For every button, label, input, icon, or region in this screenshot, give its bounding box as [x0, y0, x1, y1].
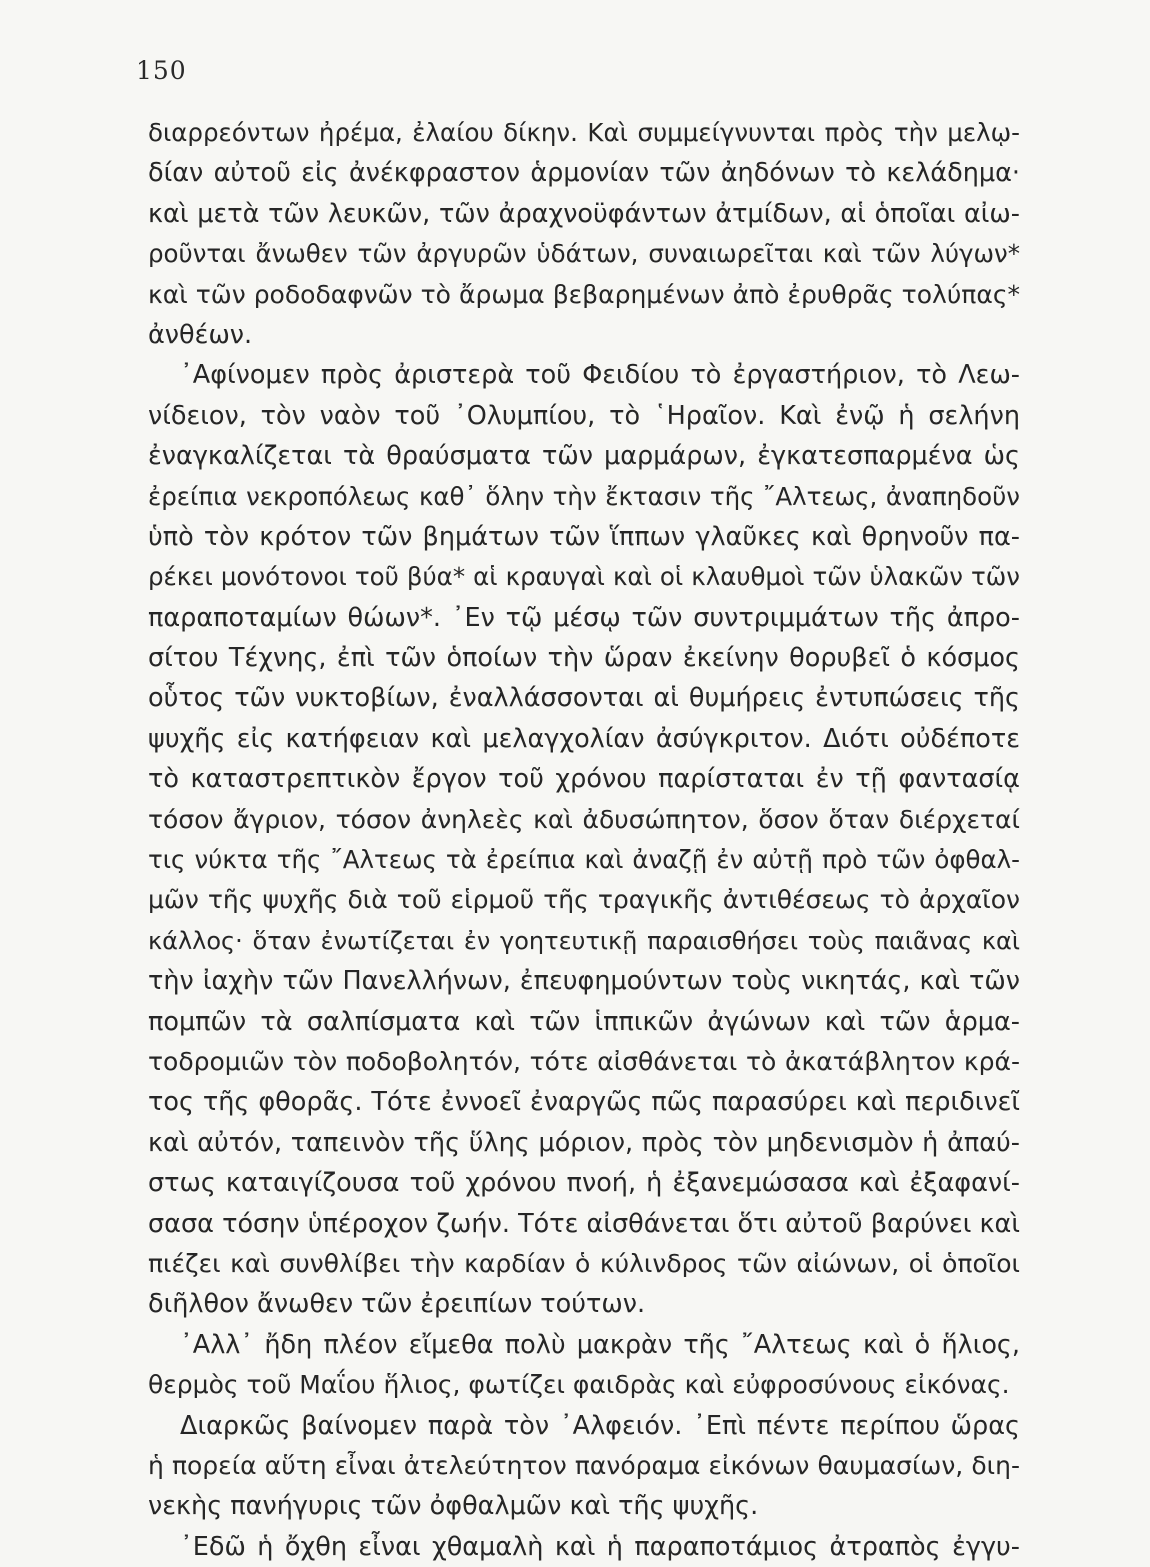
- text-line: δίαν αὐτοῦ εἰς ἀνέκφραστον ἁρμονίαν τῶν ἀηδόνων τὸ κελάδημα·: [148, 158, 1020, 189]
- text-line: καὶ τῶν ροδοδαφνῶν τὸ ἄρωμα βεβαρημένων ἀπὸ ἐρυθρᾶς τολύπας*: [148, 279, 1020, 309]
- text-line: πιέζει καὶ συνθλίβει τὴν καρδίαν ὁ κύλινδρος τῶν αἰώνων, οἱ ὁποῖοι: [148, 1248, 1020, 1278]
- text-line: ἀνθέων.: [148, 319, 253, 350]
- text-line: ᾿Αλλ᾿ ἤδη πλέον εἴμεθα πολὺ μακρὰν τῆς ῎Αλτεως καὶ ὁ ἥλιος,: [180, 1329, 1020, 1360]
- text-line: ἐναγκαλίζεται τὰ θραύσματα τῶν μαρμάρων, ἐγκατεσπαρμένα ὡς: [148, 441, 1020, 472]
- text-line: τόσον ἄγριον, τόσον ἀνηλεὲς καὶ ἀδυσώπητον, ὅσον ὅταν διέρχεταί: [148, 804, 1020, 834]
- text-line: καὶ μετὰ τῶν λευκῶν, τῶν ἀραχνοϋφάντων ἀτμίδων, αἱ ὁποῖαι αἰω-: [148, 198, 1020, 229]
- text-line: στως καταιγίζουσα τοῦ χρόνου πνοή, ἡ ἐξανεμώσασα καὶ ἐξαφανί-: [148, 1168, 1020, 1199]
- text-line: νεκὴς πανήγυρις τῶν ὀφθαλμῶν καὶ τῆς ψυχῆς.: [148, 1491, 759, 1522]
- text-line: ψυχῆς εἰς κατήφειαν καὶ μελαγχολίαν ἀσύγκριτον. Διότι οὐδέποτε: [148, 723, 1020, 754]
- text-line: ᾿Αφίνομεν πρὸς ἀριστερὰ τοῦ Φειδίου τὸ ἐργαστήριον, τὸ Λεω-: [180, 360, 1020, 391]
- body-text: [148, 113, 1020, 1567]
- text-line: καὶ αὐτόν, ταπεινὸν τῆς ὕλης μόριον, πρὸς τὸν μηδενισμὸν ἡ ἀπαύ-: [148, 1127, 1020, 1158]
- text-line: κάλλος· ὅταν ἐνωτίζεται ἐν γοητευτικῇ παραισθήσει τοὺς παιᾶνας καὶ: [148, 926, 1020, 955]
- text-line: τος τῆς φθορᾶς. Τότε ἐννοεῖ ἐναργῶς πῶς παρασύρει καὶ περιδινεῖ: [148, 1087, 1020, 1118]
- text-line: ᾿Εδῶ ἡ ὄχθη εἶναι χθαμαλὴ καὶ ἡ παραποτάμιος ἀτραπὸς ἐγγυ-: [180, 1531, 1020, 1562]
- text-line: διαρρεόντων ἠρέμα, ἐλαίου δίκην. Καὶ συμμείγνυνται πρὸς τὴν μελῳ-: [148, 118, 1020, 147]
- text-line: μῶν τῆς ψυχῆς διὰ τοῦ εἱρμοῦ τῆς τραγικῆς ἀντιθέσεως τὸ ἀρχαῖον: [148, 885, 1020, 915]
- text-line: σασα τόσην ὑπέροχον ζωήν. Τότε αἰσθάνεται ὅτι αὐτοῦ βαρύνει καὶ: [148, 1208, 1020, 1239]
- page-number: 150: [136, 56, 187, 85]
- text-line: ροῦνται ἄνωθεν τῶν ἀργυρῶν ὑδάτων, συναιωρεῖται καὶ τῶν λύγων*: [148, 239, 1020, 269]
- text-line: Διαρκῶς βαίνομεν παρὰ τὸν ᾿Αλφειόν. ᾿Επὶ πέντε περίπου ὥρας: [180, 1410, 1020, 1441]
- text-line: ὑπὸ τὸν κρότον τῶν βημάτων τῶν ἵππων γλαῦκες καὶ θρηνοῦν πα-: [148, 521, 1020, 552]
- text-line: τὴν ἰαχὴν τῶν Πανελλήνων, ἐπευφημούντων τοὺς νικητάς, καὶ τῶν: [148, 966, 1020, 997]
- text-line: θερμὸς τοῦ Μαΐου ἥλιος, φωτίζει φαιδρὰς καὶ εὐφροσύνους εἰκόνας.: [148, 1370, 1010, 1400]
- text-line: διῆλθον ἄνωθεν τῶν ἐρειπίων τούτων.: [148, 1289, 646, 1320]
- text-line: τοδρομιῶν τὸν ποδοβολητόν, τότε αἰσθάνεται τὸ ἀκατάβλητον κρά-: [148, 1046, 1020, 1076]
- text-line: πομπῶν τὰ σαλπίσματα καὶ τῶν ἱππικῶν ἀγώνων καὶ τῶν ἁρμα-: [148, 1006, 1020, 1037]
- text-line: σίτου Τέχνης, ἐπὶ τῶν ὁποίων τὴν ὥραν ἐκείνην θορυβεῖ ὁ κόσμος: [148, 643, 1020, 674]
- text-line: τὸ καταστρεπτικὸν ἔργον τοῦ χρόνου παρίσταται ἐν τῇ φαντασίᾳ: [148, 764, 1020, 795]
- text-line: ἡ πορεία αὕτη εἶναι ἀτελεύτητον πανόραμα εἰκόνων θαυμασίων, διη-: [148, 1450, 1020, 1480]
- text-line: οὗτος τῶν νυκτοβίων, ἐναλλάσσονται αἱ θυμήρεις ἐντυπώσεις τῆς: [148, 683, 1020, 714]
- text-line: τις νύκτα τῆς ῎Αλτεως τὰ ἐρείπια καὶ ἀναζῇ ἐν αὐτῇ πρὸ τῶν ὀφθαλ-: [148, 845, 1020, 875]
- text-line: παραποταμίων θώων*. ᾿Εν τῷ μέσῳ τῶν συντριμμάτων τῆς ἀπρο-: [148, 602, 1020, 633]
- text-line: ρέκει μονότονοι τοῦ βύα* αἱ κραυγαὶ καὶ οἱ κλαυθμοὶ τῶν ὑλακῶν τῶν: [148, 562, 1020, 592]
- text-line: νίδειον, τὸν ναὸν τοῦ ᾿Ολυμπίου, τὸ ῾Ηραῖον. Καὶ ἐνῷ ἡ σελήνη: [148, 400, 1020, 431]
- text-line: ἐρείπια νεκροπόλεως καθ᾿ ὅλην τὴν ἔκτασιν τῆς ῎Αλτεως, ἀναπηδοῦν: [148, 481, 1020, 511]
